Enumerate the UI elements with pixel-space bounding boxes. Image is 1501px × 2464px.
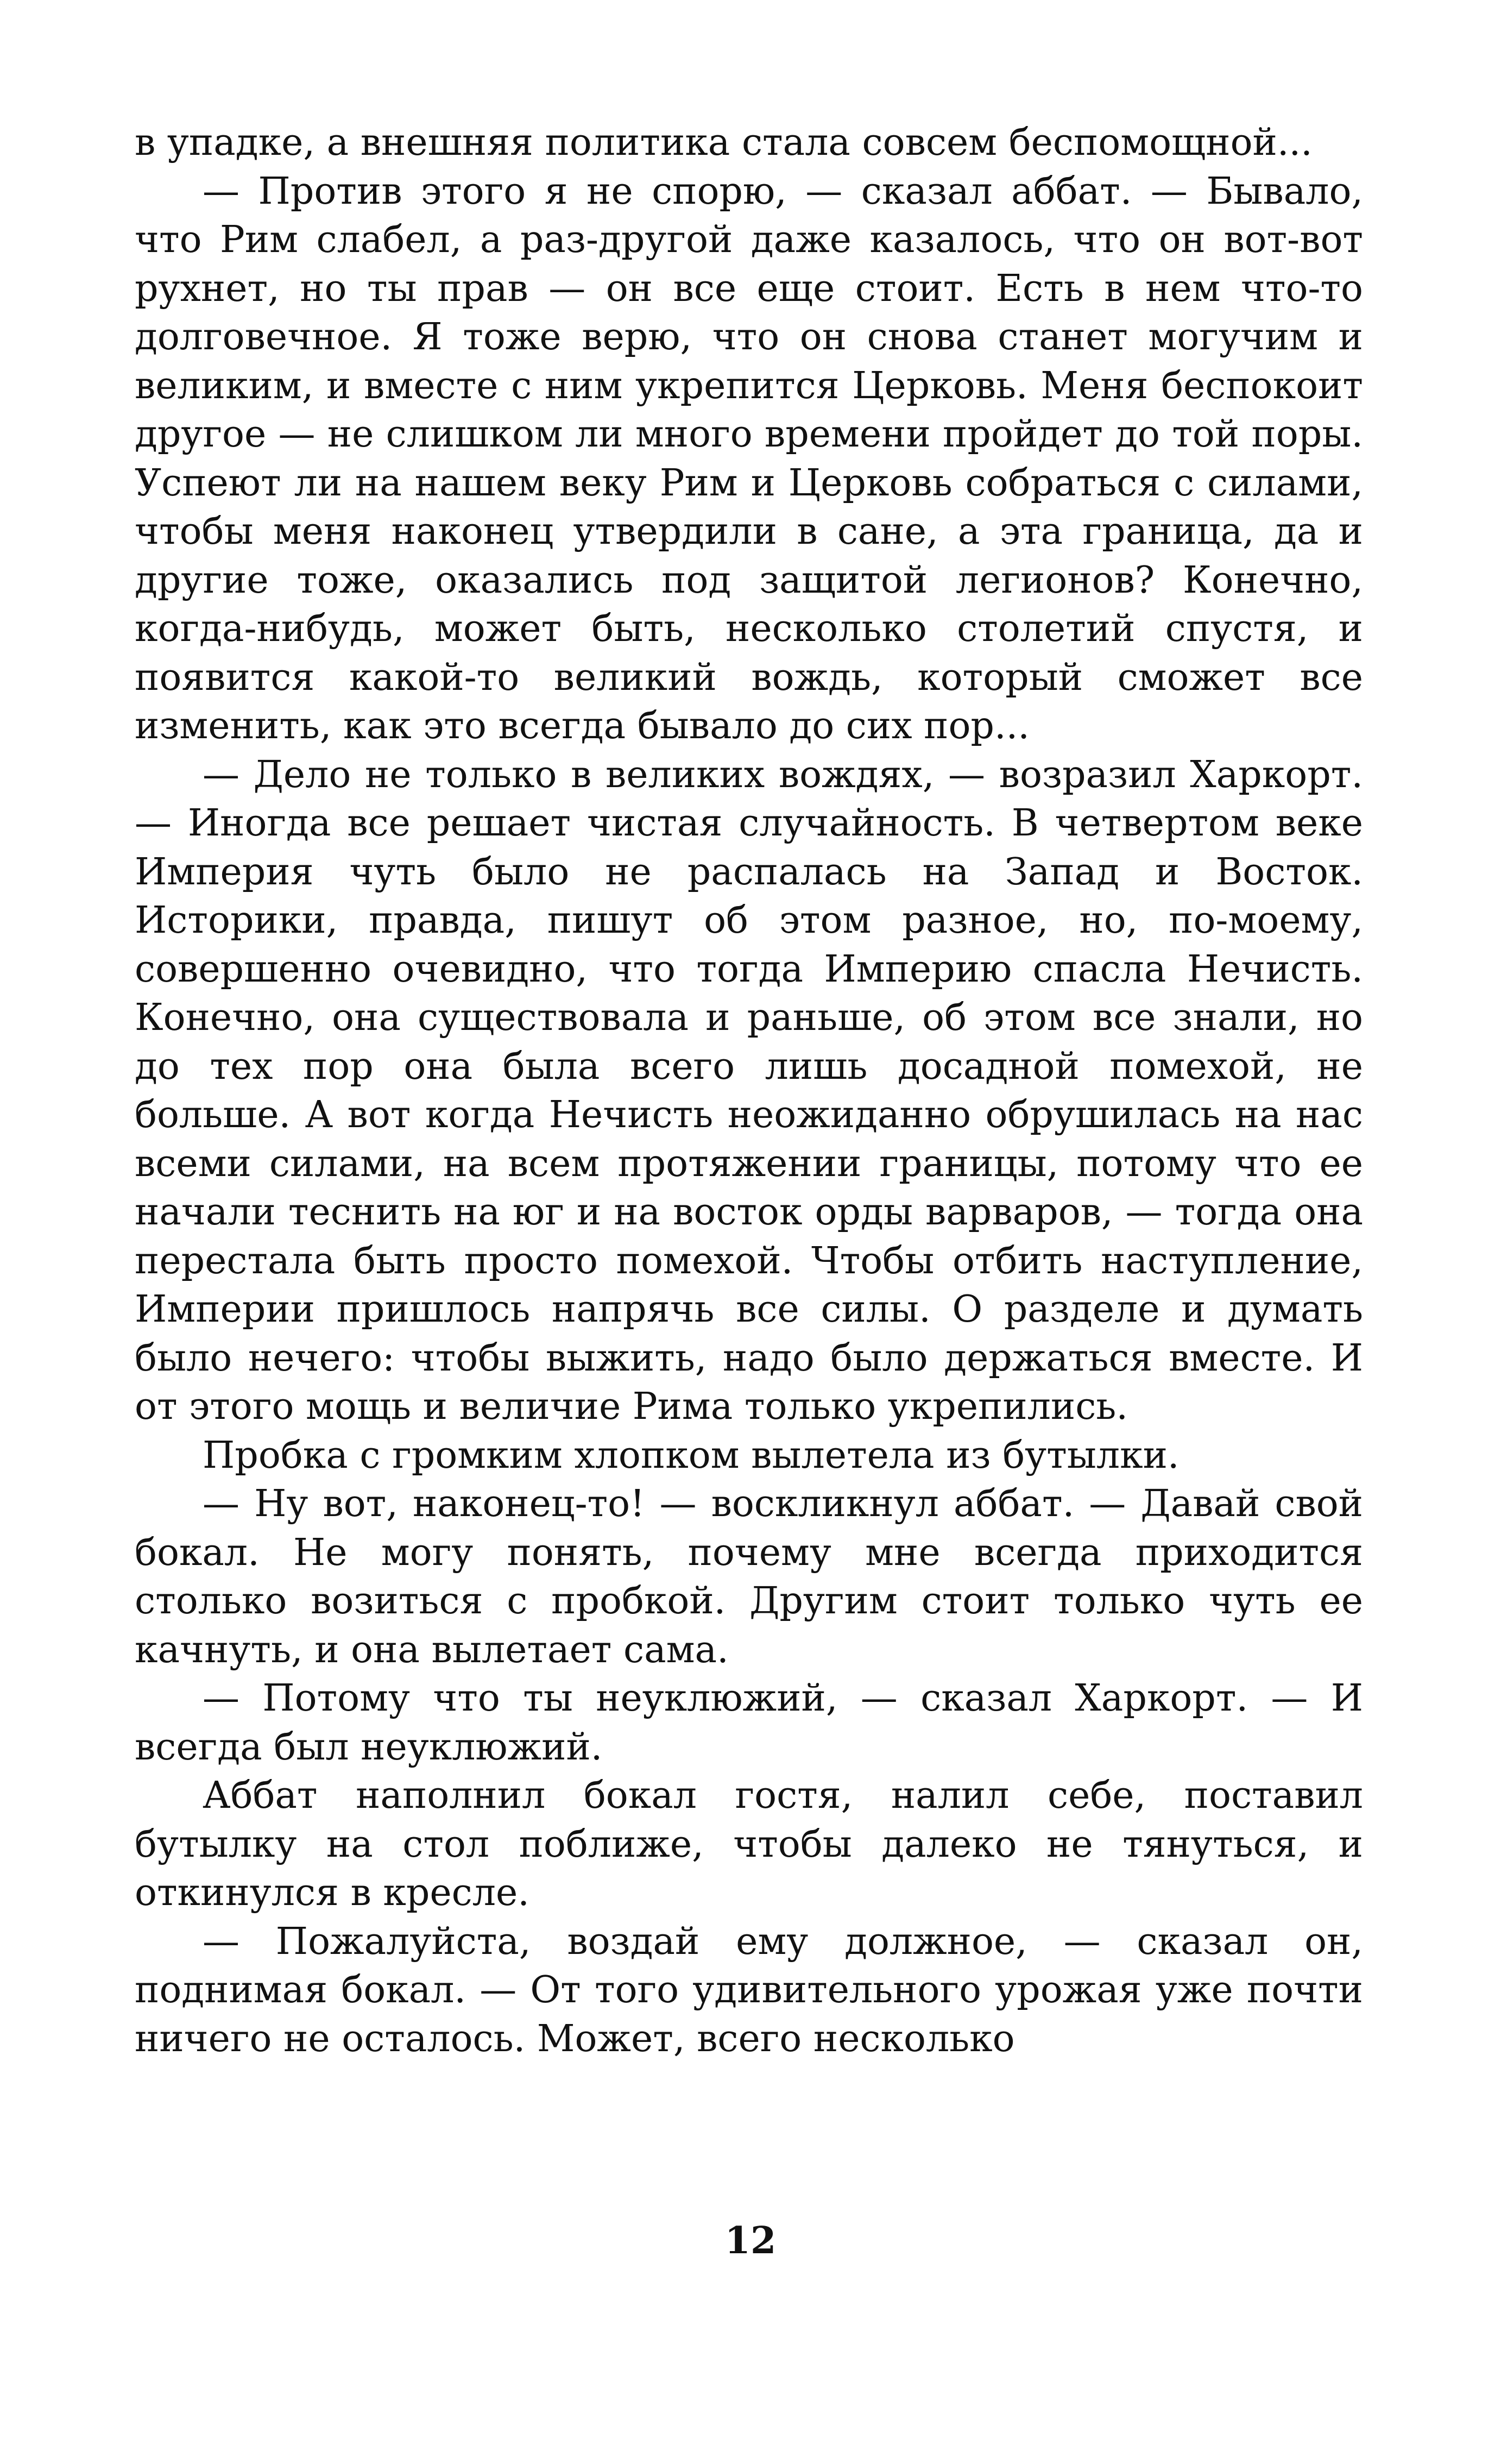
paragraph-4: Пробка с громким хлопком вылетела из бутылки. [203,1434,1180,1477]
page-number: 12 [724,2219,777,2262]
paragraph-1: в упадке, а внешняя политика стала совсем беспомощной... [135,121,1313,164]
paragraph-2: — Против этого я не спорю, — сказал аббат. — Бывало, что Рим слабел, а раз-другой даже казалось, что он вот-вот рухнет, но ты прав — он все еще стоит. Есть в нем что-то долговечное. Я тоже верю, что он снова станет могучим и великим, и вместе с ним укрепится Церковь. Меня беспокоит другое — не слишком ли много времени пройдет до той поры. Успеют ли на нашем веку Рим и Церковь собраться с силами, чтобы меня наконец утвердили в сане, а эта граница, да и другие тоже, оказались под защитой легионов? Конечно, когда-нибудь, может быть, несколько столетий спустя, и появится какой-то великий вождь, который сможет все изменить, как это всегда бывало до сих пор... [135,169,1363,747]
paragraph-6: — Потому что ты неуклюжий, — сказал Харкорт. — И всегда был неуклюжий. [135,1677,1363,1769]
paragraph-3: — Дело не только в великих вождях, — возразил Харкорт. — Иногда все решает чистая случайность. В четвертом веке Империя чуть было не распалась на Запад и Восток. Историки, правда, пишут об этом разное, но, по-моему, совершенно очевидно, что тогда Империю спасла Нечисть. Конечно, она существовала и раньше, об этом все знали, но до тех пор она была всего лишь досадной помехой, не больше. А вот когда Нечисть неожиданно обрушилась на нас всеми силами, на всем протяжении границы, потому что ее начали теснить на юг и на восток орды варваров, — тогда она перестала быть просто помехой. Чтобы отбить наступление, Империи пришлось напрячь все силы. О разделе и думать было нечего: чтобы выжить, надо было держаться вместе. И от этого мощь и величие Рима только укрепились. [135,753,1363,1428]
book-page-text [135,118,1363,2063]
paragraph-8: — Пожалуйста, воздай ему должное, — сказал он, поднимая бокал. — От того удивительного урожая уже почти ничего не осталось. Может, всего несколько [135,1920,1363,2060]
paragraph-5: — Ну вот, наконец-то! — воскликнул аббат. — Давай свой бокал. Не могу понять, почему мне всегда приходится столько возиться с пробкой. Другим стоит только чуть ее качнуть, и она вылетает сама. [135,1482,1363,1671]
paragraph-7: Аббат наполнил бокал гостя, налил себе, поставил бутылку на стол поближе, чтобы далеко не тянуться, и откинулся в кресле. [135,1774,1363,1914]
